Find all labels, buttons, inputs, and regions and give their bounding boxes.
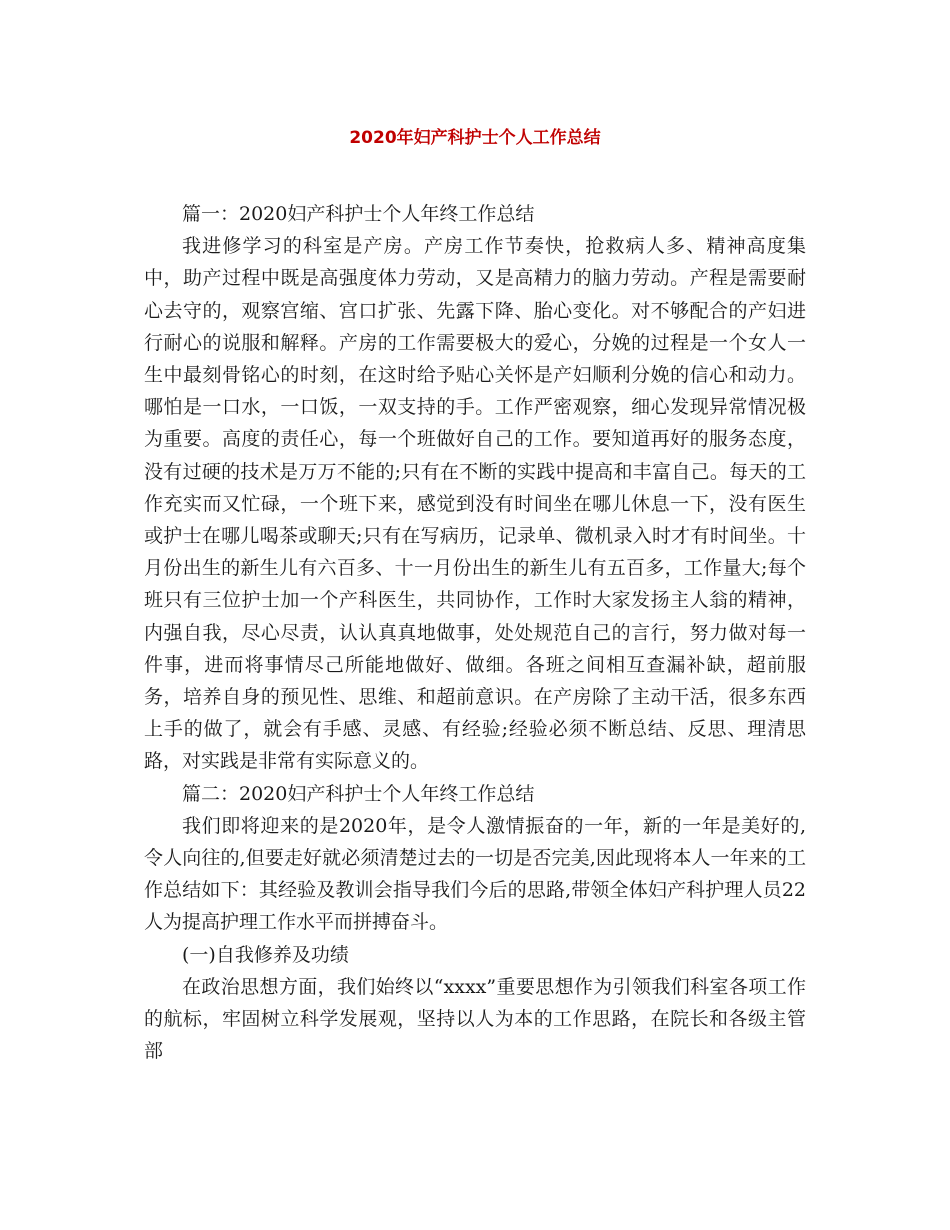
section-heading: (一)自我修养及功绩 — [182, 943, 349, 966]
document-body — [144, 198, 806, 1067]
paragraph: 在政治思想方面，我们始终以“xxxx”重要思想作为引领我们科室各项工作的航标，牢固树立科学发展观，坚持以人为本的工作思路，在院长和各级主管部 — [144, 975, 806, 1063]
section-heading: 篇一：2020妇产科护士个人年终工作总结 — [182, 203, 535, 225]
section-heading: 篇二：2020妇产科护士个人年终工作总结 — [182, 782, 535, 805]
paragraph: 我们即将迎来的是2020年，是令人激情振奋的一年，新的一年是美好的,令人向往的,但要走好就必须清楚过去的一切是否完美,因此现将本人一年来的工作总结如下：其经验及教训会指导我们今后的思路,带领全体妇产科护理人员22人为提高护理工作水平而拼搏奋斗。 — [144, 814, 806, 934]
paragraph: 我进修学习的科室是产房。产房工作节奏快，抢救病人多、精神高度集中，助产过程中既是高强度体力劳动，又是高精力的脑力劳动。产程是需要耐心去守的，观察宫缩、宫口扩张、先露下降、胎心变化。对不够配合的产妇进行耐心的说服和解释。产房的工作需要极大的爱心，分娩的过程是一个女人一生中最刻骨铭心的时刻，在这时给予贴心关怀是产妇顺利分娩的信心和动力。哪怕是一口水，一口饭，一双支持的手。工作严密观察，细心发现异常情况极为重要。高度的责任心，每一个班做好自己的工作。要知道再好的服务态度，没有过硬的技术是万万不能的;只有在不断的实践中提高和丰富自己。每天的工作充实而又忙碌，一个班下来，感觉到没有时间坐在哪儿休息一下，没有医生或护士在哪儿喝茶或聊天;只有在写病历，记录单、微机录入时才有时间坐。十月份出生的新生儿有六百多、十一月份出生的新生儿有五百多，工作量大;每个班只有三位护士加一个产科医生，共同协作，工作时大家发扬主人翁的精神，内强自我，尽心尽责，认认真真地做事，处处规范自己的言行，努力做对每一件事，进而将事情尽己所能地做好、做细。各班之间相互查漏补缺，超前服务，培养自身的预见性、思维、和超前意识。在产房除了主动干活，很多东西上手的做了，就会有手感、灵感、有经验;经验必须不断总结、反思、理清思路，对实践是非常有实际意义的。 — [144, 235, 806, 773]
document-title: 2020年妇产科护士个人工作总结 — [349, 128, 601, 148]
